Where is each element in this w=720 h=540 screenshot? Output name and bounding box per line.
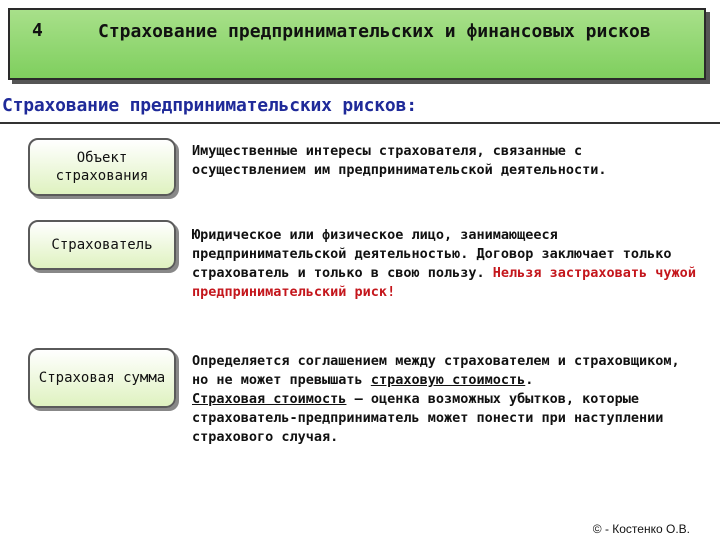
label-policyholder-text: Страхователь bbox=[51, 237, 153, 253]
insured-value-term-2: Страховая стоимость bbox=[192, 391, 347, 407]
section-title: Страхование предпринимательских рисков: bbox=[2, 95, 417, 116]
description-insured-sum-text-3: – оценка возможных убытков, которые страхователь-предприниматель может понести при наступлении страхового случая. bbox=[192, 391, 664, 445]
description-insurance-object-text: Имущественные интересы страхователя, связанные с осуществлением им предпринимательской деятельности. bbox=[192, 143, 607, 178]
slide-title: Страхование предпринимательских и финансовых рисков bbox=[98, 21, 651, 42]
description-insured-sum-text-1: Определяется соглашением между страхователем и страховщиком, но не может превышать bbox=[192, 353, 680, 388]
description-insurance-object bbox=[192, 142, 702, 180]
warning-text: Нельзя застраховать чужой предпринимательский риск! bbox=[192, 265, 696, 300]
description-insured-sum-text-2: . bbox=[525, 372, 534, 388]
insured-value-term-1: страховую стоимость bbox=[370, 372, 526, 388]
slide-header bbox=[8, 8, 706, 80]
section-divider bbox=[0, 122, 720, 124]
label-policyholder bbox=[28, 220, 176, 270]
description-policyholder bbox=[192, 226, 702, 302]
label-insurance-object-text: Объект страхования bbox=[55, 150, 149, 184]
label-insured-sum bbox=[28, 348, 176, 408]
author-credit: © - Костенко О.В. bbox=[592, 522, 690, 536]
description-insured-sum bbox=[192, 352, 702, 447]
label-insured-sum-text: Страховая сумма bbox=[38, 370, 166, 386]
description-policyholder-text: Юридическое или физическое лицо, занимающееся предпринимательской деятельностью. Договор заключает только страхователь и только в свою пользу. bbox=[192, 227, 672, 281]
label-insurance-object bbox=[28, 138, 176, 196]
slide-number: 4 bbox=[32, 20, 43, 41]
